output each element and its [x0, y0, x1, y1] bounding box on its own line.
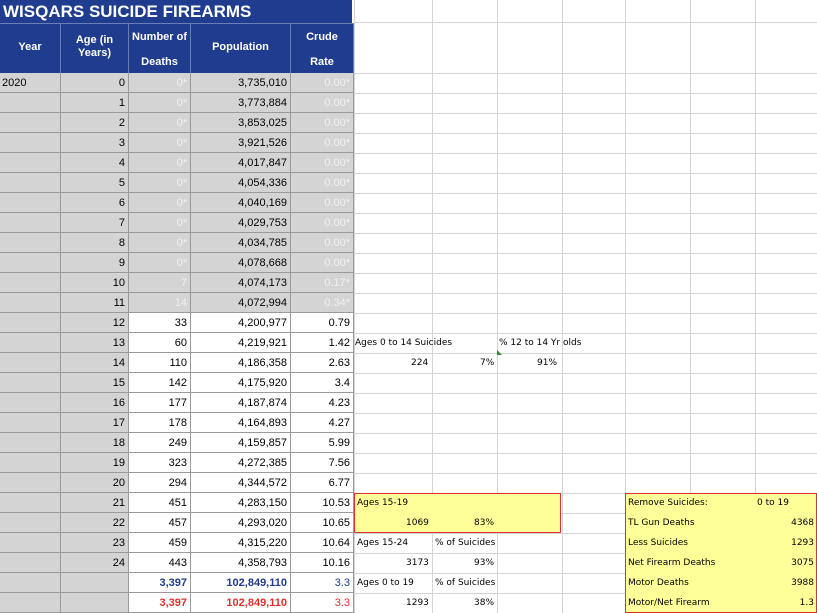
deaths-cell[interactable]: 0* — [129, 173, 191, 193]
table-row — [0, 313, 354, 333]
total-population-cell[interactable]: 102,849,110 — [191, 573, 291, 593]
age-cell[interactable]: 17 — [61, 413, 129, 433]
table-row — [0, 213, 354, 233]
age-cell[interactable]: 18 — [61, 433, 129, 453]
population-cell[interactable]: 3,735,010 — [191, 73, 291, 93]
year-cell[interactable] — [0, 213, 61, 233]
rate-cell[interactable]: 10.65 — [291, 513, 354, 533]
deaths-cell[interactable]: 0* — [129, 233, 191, 253]
population-cell[interactable]: 4,344,572 — [191, 473, 291, 493]
deaths-cell[interactable]: 110 — [129, 353, 191, 373]
age-cell[interactable]: 22 — [61, 513, 129, 533]
summary-header-label[interactable]: Remove Suicides: — [628, 498, 708, 508]
age-cell[interactable] — [61, 593, 129, 613]
year-cell[interactable]: 2020 — [0, 73, 61, 93]
table-row — [0, 153, 354, 173]
total-rate-cell[interactable]: 3.3 — [291, 593, 354, 613]
deaths-cell[interactable]: 177 — [129, 393, 191, 413]
population-cell[interactable]: 4,272,385 — [191, 453, 291, 473]
table-row — [0, 533, 354, 553]
summary-item-value[interactable]: 3988 — [791, 578, 814, 588]
table-row — [0, 193, 354, 213]
deaths-cell[interactable]: 249 — [129, 433, 191, 453]
rate-cell[interactable]: 10.64 — [291, 533, 354, 553]
summary-item-label[interactable]: TL Gun Deaths — [628, 518, 695, 528]
rate-cell[interactable]: 7.56 — [291, 453, 354, 473]
population-cell[interactable]: 4,293,020 — [191, 513, 291, 533]
table-row — [0, 93, 354, 113]
age-cell[interactable] — [61, 573, 129, 593]
year-cell[interactable] — [0, 473, 61, 493]
header-rate-line1: Crude — [306, 31, 338, 43]
age-cell[interactable]: 15 — [61, 373, 129, 393]
summary-item-label[interactable]: Motor Deaths — [628, 578, 689, 588]
total-population-cell[interactable]: 102,849,110 — [191, 593, 291, 613]
ages-0-19-label[interactable]: Ages 0 to 19 — [357, 578, 414, 588]
year-cell[interactable] — [0, 113, 61, 133]
ages-0-19-pct-label[interactable]: % of Suicides — [435, 578, 496, 588]
age-cell[interactable]: 12 — [61, 313, 129, 333]
year-cell[interactable] — [0, 233, 61, 253]
deaths-cell[interactable]: 443 — [129, 553, 191, 573]
sheet-title[interactable]: WISQARS SUICIDE FIREARMS — [0, 0, 353, 23]
ages-15-19-label[interactable]: Ages 15-19 — [357, 498, 409, 508]
table-row — [0, 553, 354, 573]
population-cell[interactable]: 3,921,526 — [191, 133, 291, 153]
age-cell[interactable]: 0 — [61, 73, 129, 93]
header-age-line2: Years) — [77, 47, 112, 59]
rate-cell[interactable]: 0.00* — [291, 233, 354, 253]
population-cell[interactable]: 4,175,920 — [191, 373, 291, 393]
population-cell[interactable]: 4,159,857 — [191, 433, 291, 453]
rate-cell[interactable]: 5.99 — [291, 433, 354, 453]
rate-cell[interactable]: 0.17* — [291, 273, 354, 293]
table-row — [0, 333, 354, 353]
population-cell[interactable]: 4,283,150 — [191, 493, 291, 513]
population-cell[interactable]: 4,054,336 — [191, 173, 291, 193]
total-deaths-cell[interactable]: 3,397 — [129, 593, 191, 613]
population-cell[interactable]: 4,074,173 — [191, 273, 291, 293]
deaths-cell[interactable]: 14 — [129, 293, 191, 313]
table-row — [0, 353, 354, 373]
population-cell[interactable]: 4,164,893 — [191, 413, 291, 433]
deaths-cell[interactable]: 142 — [129, 373, 191, 393]
rate-cell[interactable]: 0.00* — [291, 133, 354, 153]
table-row — [0, 413, 354, 433]
deaths-cell[interactable]: 0* — [129, 113, 191, 133]
age-cell[interactable]: 6 — [61, 193, 129, 213]
population-cell[interactable]: 4,029,753 — [191, 213, 291, 233]
ages-0-19-pct[interactable]: 38% — [474, 598, 495, 608]
age-cell[interactable]: 3 — [61, 133, 129, 153]
rate-cell[interactable]: 6.77 — [291, 473, 354, 493]
table-row — [0, 293, 354, 313]
header-population[interactable] — [191, 23, 291, 73]
rate-cell[interactable]: 4.27 — [291, 413, 354, 433]
population-cell[interactable]: 4,186,358 — [191, 353, 291, 373]
rate-cell[interactable]: 0.00* — [291, 253, 354, 273]
table-row — [0, 133, 354, 153]
age-cell[interactable]: 1 — [61, 93, 129, 113]
year-cell[interactable] — [0, 273, 61, 293]
ages-0-14-value[interactable]: 224 — [411, 358, 429, 368]
population-cell[interactable]: 3,853,025 — [191, 113, 291, 133]
table-row — [0, 73, 354, 93]
population-cell[interactable]: 4,187,874 — [191, 393, 291, 413]
population-cell[interactable]: 4,034,785 — [191, 233, 291, 253]
ages-15-24-pct[interactable]: 93% — [474, 558, 495, 568]
table-row — [0, 433, 354, 453]
population-cell[interactable]: 4,072,994 — [191, 293, 291, 313]
ages-0-14-label[interactable]: Ages 0 to 14 Suicides — [355, 338, 453, 348]
table-row — [0, 173, 354, 193]
year-cell[interactable] — [0, 413, 61, 433]
year-cell[interactable] — [0, 153, 61, 173]
rate-cell[interactable]: 0.00* — [291, 193, 354, 213]
deaths-cell[interactable]: 457 — [129, 513, 191, 533]
year-cell[interactable] — [0, 373, 61, 393]
deaths-cell[interactable]: 60 — [129, 333, 191, 353]
rate-cell[interactable]: 10.53 — [291, 493, 354, 513]
ages-15-24-label[interactable]: Ages 15-24 — [357, 538, 409, 548]
population-cell[interactable]: 4,315,220 — [191, 533, 291, 553]
table-row — [0, 493, 354, 513]
year-cell[interactable] — [0, 533, 61, 553]
header-age-line1: Age (in — [75, 34, 114, 46]
age-cell[interactable]: 21 — [61, 493, 129, 513]
population-cell[interactable]: 4,040,169 — [191, 193, 291, 213]
header-year-label: Year — [18, 41, 42, 53]
table-row — [0, 453, 354, 473]
summary-item-label[interactable]: Net Firearm Deaths — [628, 558, 716, 568]
deaths-cell[interactable]: 451 — [129, 493, 191, 513]
age-cell[interactable]: 13 — [61, 333, 129, 353]
age-cell[interactable]: 8 — [61, 233, 129, 253]
summary-item-value[interactable]: 3075 — [791, 558, 814, 568]
table-row — [0, 233, 354, 253]
header-rate[interactable] — [291, 23, 354, 73]
deaths-cell[interactable]: 0* — [129, 213, 191, 233]
deaths-cell[interactable]: 0* — [129, 253, 191, 273]
header-age[interactable] — [61, 23, 129, 73]
table-row — [0, 113, 354, 133]
year-cell[interactable] — [0, 353, 61, 373]
age-cell[interactable]: 5 — [61, 173, 129, 193]
rate-cell[interactable]: 2.63 — [291, 353, 354, 373]
table-row — [0, 253, 354, 273]
age-cell[interactable]: 11 — [61, 293, 129, 313]
rate-cell[interactable]: 0.79 — [291, 313, 354, 333]
summary-header-value[interactable]: 0 to 19 — [757, 498, 789, 508]
rate-cell[interactable]: 0.00* — [291, 173, 354, 193]
rate-cell[interactable]: 0.00* — [291, 213, 354, 233]
deaths-cell[interactable]: 323 — [129, 453, 191, 473]
totals-row — [0, 593, 354, 613]
deaths-cell[interactable]: 0* — [129, 153, 191, 173]
deaths-cell[interactable]: 0* — [129, 133, 191, 153]
deaths-cell[interactable]: 459 — [129, 533, 191, 553]
pct-12-14-label[interactable]: % 12 to 14 Yr olds — [499, 338, 582, 348]
year-cell[interactable] — [0, 253, 61, 273]
rate-cell[interactable]: 4.23 — [291, 393, 354, 413]
rate-cell[interactable]: 0.00* — [291, 93, 354, 113]
table-row — [0, 513, 354, 533]
population-cell[interactable]: 4,358,793 — [191, 553, 291, 573]
rate-cell[interactable]: 10.16 — [291, 553, 354, 573]
table-row — [0, 273, 354, 293]
age-cell[interactable]: 10 — [61, 273, 129, 293]
age-cell[interactable]: 23 — [61, 533, 129, 553]
age-cell[interactable]: 14 — [61, 353, 129, 373]
age-cell[interactable]: 2 — [61, 113, 129, 133]
table-row — [0, 473, 354, 493]
age-cell[interactable]: 4 — [61, 153, 129, 173]
header-deaths-line1: Number of — [132, 31, 187, 43]
header-year[interactable] — [0, 23, 61, 73]
total-rate-cell[interactable]: 3.3 — [291, 573, 354, 593]
ages-0-19-value[interactable]: 1293 — [406, 598, 429, 608]
age-cell[interactable]: 16 — [61, 393, 129, 413]
year-cell[interactable] — [0, 133, 61, 153]
year-cell[interactable] — [0, 393, 61, 413]
year-cell[interactable] — [0, 93, 61, 113]
deaths-cell[interactable]: 294 — [129, 473, 191, 493]
pct-12-14-value[interactable]: 91% — [537, 358, 558, 368]
population-cell[interactable]: 4,078,668 — [191, 253, 291, 273]
rate-cell[interactable]: 0.00* — [291, 73, 354, 93]
ages-15-24-value[interactable]: 3173 — [406, 558, 429, 568]
table-row — [0, 373, 354, 393]
ages-15-19-pct[interactable]: 83% — [474, 518, 495, 528]
summary-item-value[interactable]: 4368 — [791, 518, 814, 528]
summary-item-label[interactable]: Less Suicides — [628, 538, 688, 548]
summary-item-label[interactable]: Motor/Net Firearm — [628, 598, 710, 608]
ages-15-24-pct-label[interactable]: % of Suicides — [435, 538, 496, 548]
deaths-cell[interactable]: 0* — [129, 193, 191, 213]
year-cell[interactable] — [0, 333, 61, 353]
summary-item-value[interactable]: 1.3 — [799, 598, 814, 608]
rate-cell[interactable]: 0.00* — [291, 113, 354, 133]
year-cell[interactable] — [0, 513, 61, 533]
comment-marker — [497, 350, 503, 356]
header-rate-line2: Rate — [310, 56, 334, 68]
year-cell[interactable] — [0, 573, 61, 593]
year-cell[interactable] — [0, 313, 61, 333]
year-cell[interactable] — [0, 553, 61, 573]
header-deaths-line2: Deaths — [141, 56, 178, 68]
summary-box[interactable] — [625, 493, 817, 613]
header-population-label: Population — [212, 41, 269, 53]
population-cell[interactable]: 4,219,921 — [191, 333, 291, 353]
table-row — [0, 393, 354, 413]
population-cell[interactable]: 3,773,884 — [191, 93, 291, 113]
deaths-cell[interactable]: 178 — [129, 413, 191, 433]
population-cell[interactable]: 4,017,847 — [191, 153, 291, 173]
year-cell[interactable] — [0, 433, 61, 453]
rate-cell[interactable]: 3.4 — [291, 373, 354, 393]
rate-cell[interactable]: 0.00* — [291, 153, 354, 173]
age-cell[interactable]: 24 — [61, 553, 129, 573]
summary-item-value[interactable]: 1293 — [791, 538, 814, 548]
age-cell[interactable]: 19 — [61, 453, 129, 473]
year-cell[interactable] — [0, 173, 61, 193]
rate-cell[interactable]: 1.42 — [291, 333, 354, 353]
rate-cell[interactable]: 0.34* — [291, 293, 354, 313]
total-deaths-cell[interactable]: 3,397 — [129, 573, 191, 593]
header-deaths[interactable] — [129, 23, 191, 73]
totals-row — [0, 573, 354, 593]
year-cell[interactable] — [0, 493, 61, 513]
deaths-cell[interactable]: 0* — [129, 73, 191, 93]
age-cell[interactable]: 9 — [61, 253, 129, 273]
age-cell[interactable]: 20 — [61, 473, 129, 493]
year-cell[interactable] — [0, 293, 61, 313]
year-cell[interactable] — [0, 193, 61, 213]
deaths-cell[interactable]: 7 — [129, 273, 191, 293]
ages-15-19-value[interactable]: 1069 — [406, 518, 429, 528]
ages-0-14-pct[interactable]: 7% — [480, 358, 495, 368]
year-cell[interactable] — [0, 453, 61, 473]
age-cell[interactable]: 7 — [61, 213, 129, 233]
deaths-cell[interactable]: 0* — [129, 93, 191, 113]
deaths-cell[interactable]: 33 — [129, 313, 191, 333]
year-cell[interactable] — [0, 593, 61, 613]
population-cell[interactable]: 4,200,977 — [191, 313, 291, 333]
